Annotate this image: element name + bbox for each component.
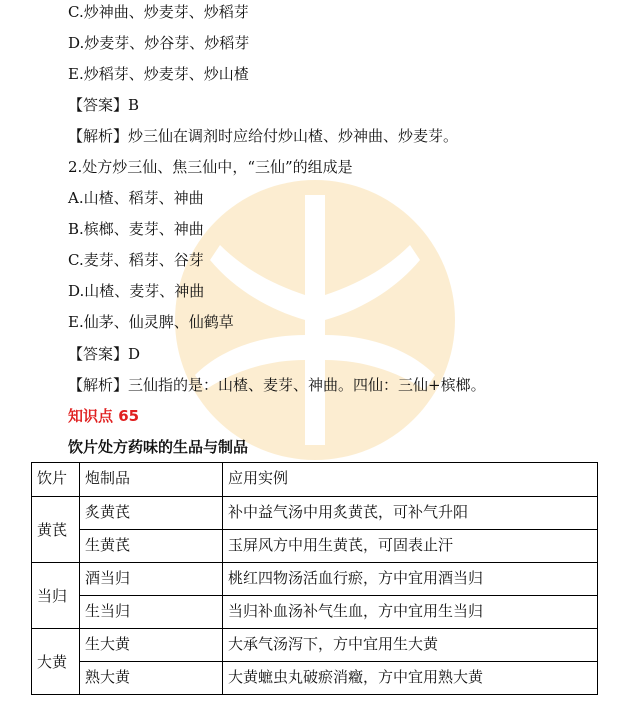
group-name: 大黄 <box>32 629 80 695</box>
answer-1: 【答案】B <box>68 96 140 114</box>
option-d: D.炒麦芽、炒谷芽、炒稻芽 <box>68 34 250 52</box>
knowledge-point-label: 知识点 65 <box>68 407 140 425</box>
option-c: C.麦芽、稻芽、谷芽 <box>68 251 204 269</box>
group-name: 黄芪 <box>32 497 80 563</box>
table-header-row <box>32 463 598 497</box>
option-b: B.槟榔、麦芽、神曲 <box>68 220 204 238</box>
table-row <box>32 662 598 695</box>
processed-item: 炙黄芪 <box>80 497 223 530</box>
processed-item: 生当归 <box>80 596 223 629</box>
group-name: 当归 <box>32 563 80 629</box>
processed-item: 酒当归 <box>80 563 223 596</box>
processed-item: 生黄芪 <box>80 530 223 563</box>
table-row <box>32 530 598 563</box>
processed-item: 生大黄 <box>80 629 223 662</box>
option-e: E.炒稻芽、炒麦芽、炒山楂 <box>68 65 249 83</box>
answer-2: 【答案】D <box>68 345 141 363</box>
table-row <box>32 497 598 530</box>
example-text: 补中益气汤中用炙黄芪，可补气升阳 <box>223 497 598 530</box>
header-processed: 炮制品 <box>80 463 223 497</box>
header-herb: 饮片 <box>32 463 80 497</box>
example-text: 大黄蟅虫丸破瘀消癥，方中宜用熟大黄 <box>223 662 598 695</box>
processed-item: 熟大黄 <box>80 662 223 695</box>
header-example: 应用实例 <box>223 463 598 497</box>
table-row <box>32 563 598 596</box>
herb-table <box>31 462 598 695</box>
question-2: 2.处方炒三仙、焦三仙中，“三仙”的组成是 <box>68 158 353 176</box>
example-text: 玉屏风方中用生黄芪，可固表止汗 <box>223 530 598 563</box>
table-title: 饮片处方药味的生品与制品 <box>68 438 249 456</box>
option-d: D.山楂、麦芽、神曲 <box>68 282 205 300</box>
example-text: 当归补血汤补气生血，方中宜用生当归 <box>223 596 598 629</box>
table-row <box>32 629 598 662</box>
analysis-1: 【解析】炒三仙在调剂时应给付炒山楂、炒神曲、炒麦芽。 <box>68 127 459 145</box>
analysis-2: 【解析】三仙指的是：山楂、麦芽、神曲。四仙：三仙+槟榔。 <box>68 376 486 394</box>
option-e: E.仙茅、仙灵脾、仙鹤草 <box>68 313 234 331</box>
example-text: 大承气汤泻下，方中宜用生大黄 <box>223 629 598 662</box>
option-c: C.炒神曲、炒麦芽、炒稻芽 <box>68 3 249 21</box>
table-row <box>32 596 598 629</box>
option-a: A.山楂、稻芽、神曲 <box>68 189 204 207</box>
example-text: 桃红四物汤活血行瘀，方中宜用酒当归 <box>223 563 598 596</box>
